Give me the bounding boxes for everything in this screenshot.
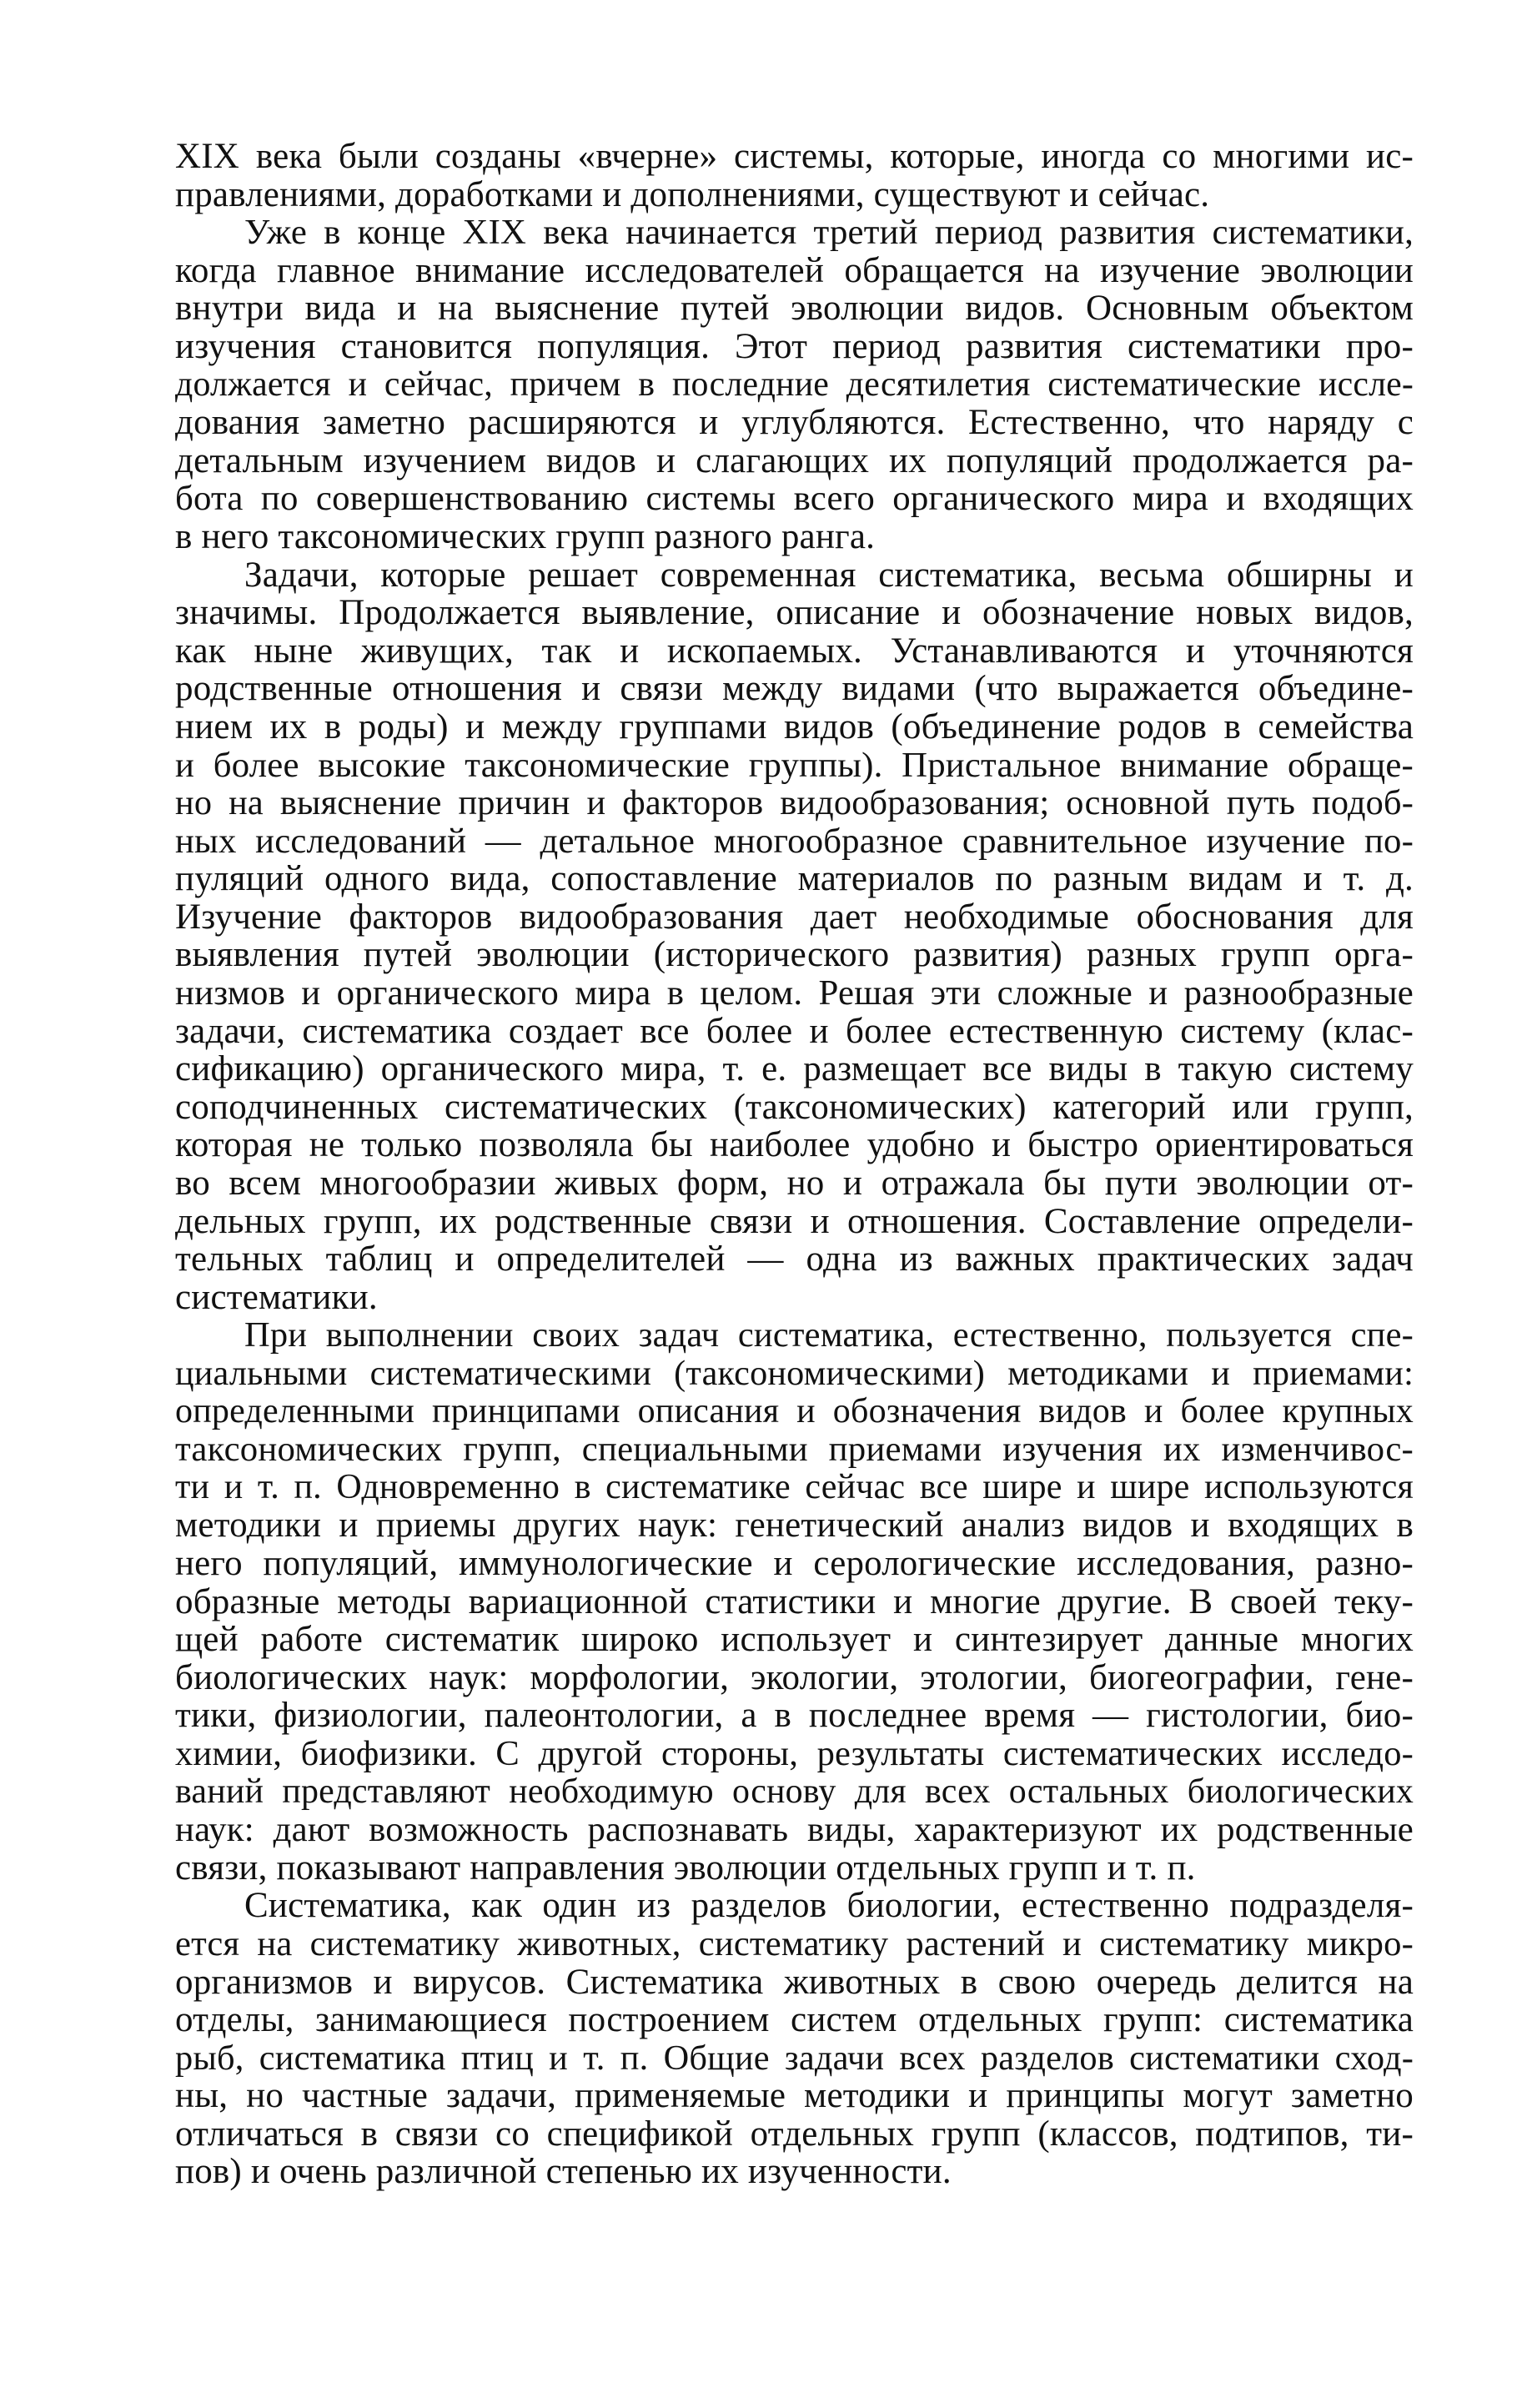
text-line: связи, показывают направления эволюции отдельных групп и т. п. xyxy=(175,1847,1196,1888)
text-line: бота по совершенствованию системы всего органического мира и входящих xyxy=(175,479,1414,519)
text-line: Систематика, как один из разделов биологии, естественно подразделя- xyxy=(244,1886,1414,1926)
text-line: задачи, систематика создает все более и более естественную систему (клас- xyxy=(175,1011,1414,1051)
text-line: во всем многообразии живых форм, но и отражала бы пути эволюции от- xyxy=(175,1164,1414,1204)
text-line: XIX века были созданы «вчерне» системы, которые, иногда со многими ис- xyxy=(175,137,1414,176)
text-line: ваний представляют необходимую основу для всех остальных биологических xyxy=(175,1772,1414,1811)
text-line: соподчиненных систематических (таксономических) категорий или групп, xyxy=(175,1087,1414,1127)
text-line: наук: дают возможность распознавать виды, характеризуют их родственные xyxy=(175,1810,1414,1850)
text-line: Изучение факторов видообразования дает необходимые обоснования для xyxy=(175,897,1414,937)
paragraph xyxy=(175,1316,1414,1887)
text-line: таксономических групп, специальными приемами изучения их изменчивос- xyxy=(175,1430,1414,1470)
text-line: химии, биофизики. С другой стороны, результаты систематических исследо- xyxy=(175,1733,1414,1773)
paragraph xyxy=(175,556,1414,1317)
text-line: как ныне живущих, так и ископаемых. Устанавливаются и уточняются xyxy=(175,631,1414,671)
text-line: ется на систематику животных, систематику растений и систематику микро- xyxy=(175,1923,1414,1963)
text-line: низмов и органического мира в целом. Решая эти сложные и разнообразные xyxy=(175,973,1414,1013)
book-page xyxy=(175,138,1414,2191)
text-line: в него таксономических групп разного ранга. xyxy=(175,516,876,556)
text-line: тики, физиологии, палеонтологии, а в последнее время — гистологии, био- xyxy=(175,1696,1414,1736)
text-line: детальным изучением видов и слагающих их популяций продолжается ра- xyxy=(175,440,1414,480)
text-line: организмов и вирусов. Систематика животных в свою очередь делится на xyxy=(175,1962,1414,2002)
text-line: когда главное внимание исследователей обращается на изучение эволюции xyxy=(175,250,1414,290)
text-line: дельных групп, их родственные связи и отношения. Составление определи- xyxy=(175,1201,1414,1241)
text-line: циальными систематическими (таксономическими) методиками и приемами: xyxy=(175,1354,1414,1393)
text-line: ти и т. п. Одновременно в систематике сейчас все шире и шире используются xyxy=(175,1467,1414,1506)
text-line: него популяций, иммунологические и серологические исследования, разно- xyxy=(175,1543,1414,1583)
text-line: пов) и очень различной степенью их изученности. xyxy=(175,2152,952,2192)
text-line: отличаться в связи со спецификой отдельных групп (классов, подтипов, ти- xyxy=(175,2114,1414,2154)
text-line: значимы. Продолжается выявление, описание и обозначение новых видов, xyxy=(175,593,1414,633)
text-line: внутри вида и на выяснение путей эволюции видов. Основным объектом xyxy=(175,289,1414,329)
text-line: пуляций одного вида, сопоставление материалов по разным видам и т. д. xyxy=(175,859,1414,899)
text-line: но на выяснение причин и факторов видообразования; основной путь подоб- xyxy=(175,783,1414,823)
text-line: и более высокие таксономические группы). Пристальное внимание обраще- xyxy=(175,745,1414,785)
text-line: образные методы вариационной статистики и многие другие. В своей теку- xyxy=(175,1581,1414,1621)
text-line: Задачи, которые решает современная систематика, весьма обширны и xyxy=(244,555,1414,595)
paragraph xyxy=(175,1887,1414,2191)
text-line: методики и приемы других наук: генетический анализ видов и входящих в xyxy=(175,1506,1414,1546)
text-line: должается и сейчас, причем в последние десятилетия систематические иссле- xyxy=(175,364,1414,404)
paragraph xyxy=(175,138,1414,214)
text-line: нием их в роды) и между группами видов (объединение родов в семейства xyxy=(175,706,1414,747)
text-line: которая не только позволяла бы наиболее удобно и быстро ориентироваться xyxy=(175,1125,1414,1165)
text-line: рыб, систематика птиц и т. п. Общие задачи всех разделов систематики сход- xyxy=(175,2038,1414,2078)
text-line: тельных таблиц и определителей — одна из важных практических задач xyxy=(175,1239,1414,1279)
text-line: систематики. xyxy=(175,1277,378,1317)
text-line: родственные отношения и связи между видами (что выражается объедине- xyxy=(175,669,1414,709)
text-line: ных исследований — детальное многообразное сравнительное изучение по- xyxy=(175,821,1414,861)
text-line: биологических наук: морфологии, экологии, этологии, биогеографии, гене- xyxy=(175,1657,1414,1697)
text-line: ны, но частные задачи, применяемые методики и принципы могут заметно xyxy=(175,2076,1414,2116)
text-line: щей работе систематик широко использует и синтезирует данные многих xyxy=(175,1620,1414,1660)
text-line: дования заметно расширяются и углубляются. Естественно, что наряду с xyxy=(175,403,1414,443)
text-line: Уже в конце XIX века начинается третий период развития систематики, xyxy=(244,213,1414,253)
text-line: правлениями, доработками и дополнениями, существуют и сейчас. xyxy=(175,174,1210,214)
text-line: определенными принципами описания и обозначения видов и более крупных xyxy=(175,1391,1414,1430)
text-line: изучения становится популяция. Этот период развития систематики про- xyxy=(175,326,1414,366)
text-line: отделы, занимающиеся построением систем отдельных групп: систематика xyxy=(175,2000,1414,2040)
paragraph xyxy=(175,214,1414,555)
text-line: сификацию) органического мира, т. е. размещает все виды в такую систему xyxy=(175,1049,1414,1089)
text-line: При выполнении своих задач систематика, естественно, пользуется спе- xyxy=(244,1315,1414,1355)
text-line: выявления путей эволюции (исторического развития) разных групп орга- xyxy=(175,935,1414,975)
